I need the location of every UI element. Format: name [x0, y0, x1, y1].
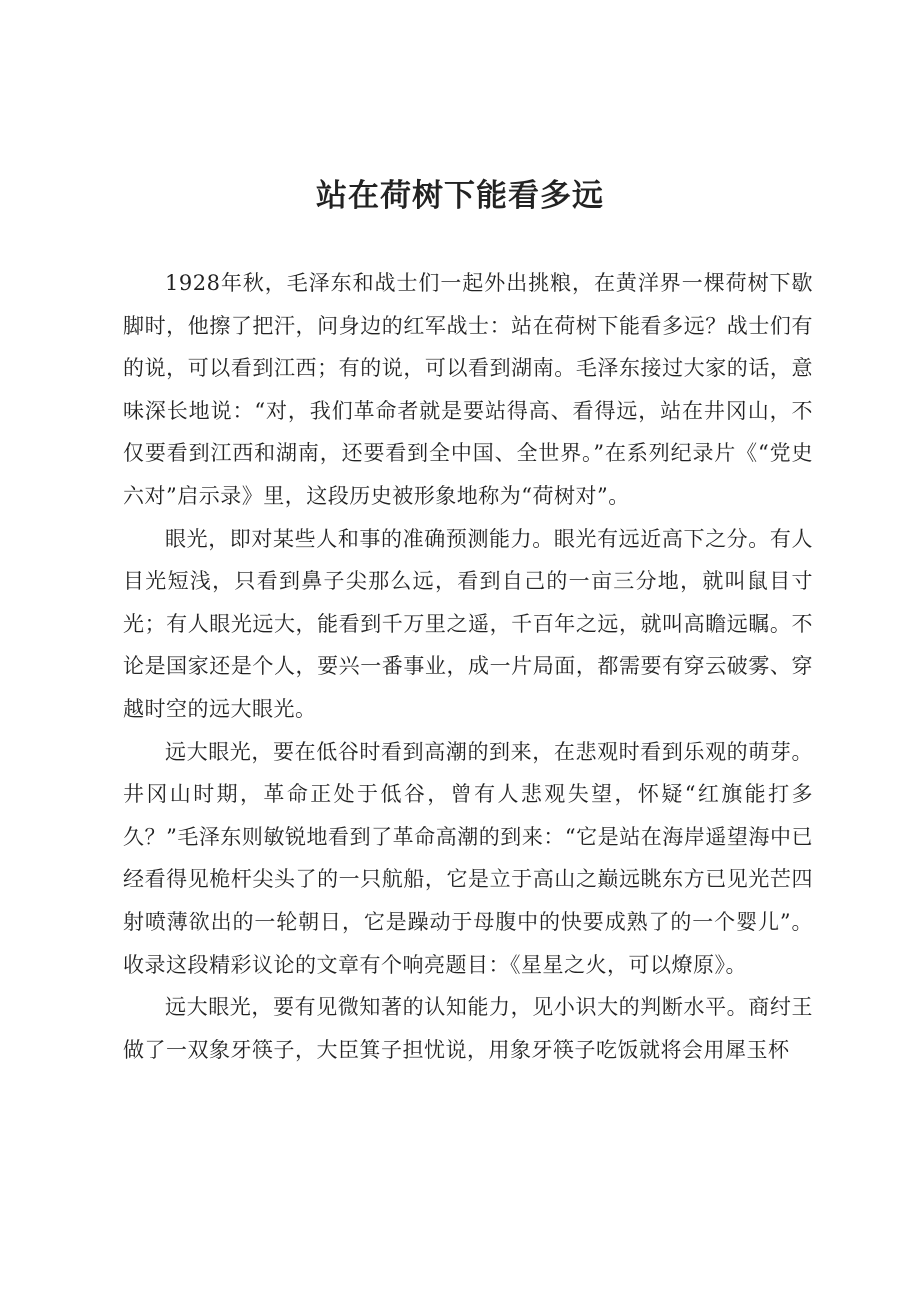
paragraph: 1928年秋，毛泽东和战士们一起外出挑粮，在黄洋界一棵荷树下歇脚时，他擦了把汗，问身边的红军战士：站在荷树下能看多远？战士们有的说，可以看到江西；有的说，可以看到湖南。毛泽东接过大家的话，意味深长地说：“对，我们革命者就是要站得高、看得远，站在井冈山，不仅要看到江西和湖南，还要看到全中国、全世界。”在系列纪录片《“党史六对”启示录》里，这段历史被形象地称为“荷树对”。 [123, 271, 813, 508]
document-body [123, 262, 813, 1071]
paragraph: 眼光，即对某些人和事的准确预测能力。眼光有远近高下之分。有人目光短浅，只看到鼻子尖那么远，看到自己的一亩三分地，就叫鼠目寸光；有人眼光远大，能看到千万里之遥，千百年之远，就叫高瞻远瞩。不论是国家还是个人，要兴一番事业，成一片局面，都需要有穿云破雾、穿越时空的远大眼光。 [123, 526, 813, 721]
document-title: 站在荷树下能看多远 [316, 178, 604, 214]
paragraph: 远大眼光，要有见微知著的认知能力，见小识大的判断水平。商纣王做了一双象牙筷子，大臣箕子担忧说，用象牙筷子吃饭就将会用犀玉杯 [123, 995, 813, 1062]
paragraph: 远大眼光，要在低谷时看到高潮的到来，在悲观时看到乐观的萌芽。井冈山时期，革命正处于低谷，曾有人悲观失望，怀疑“红旗能打多久？”毛泽东则敏锐地看到了革命高潮的到来：“它是站在海岸遥望海中已经看得见桅杆尖头了的一只航船，它是立于高山之巅远眺东方已见光芒四射喷薄欲出的一轮朝日，它是躁动于母腹中的快要成熟了的一个婴儿”。收录这段精彩议论的文章有个响亮题目：《星星之火，可以燎原》。 [123, 739, 813, 977]
